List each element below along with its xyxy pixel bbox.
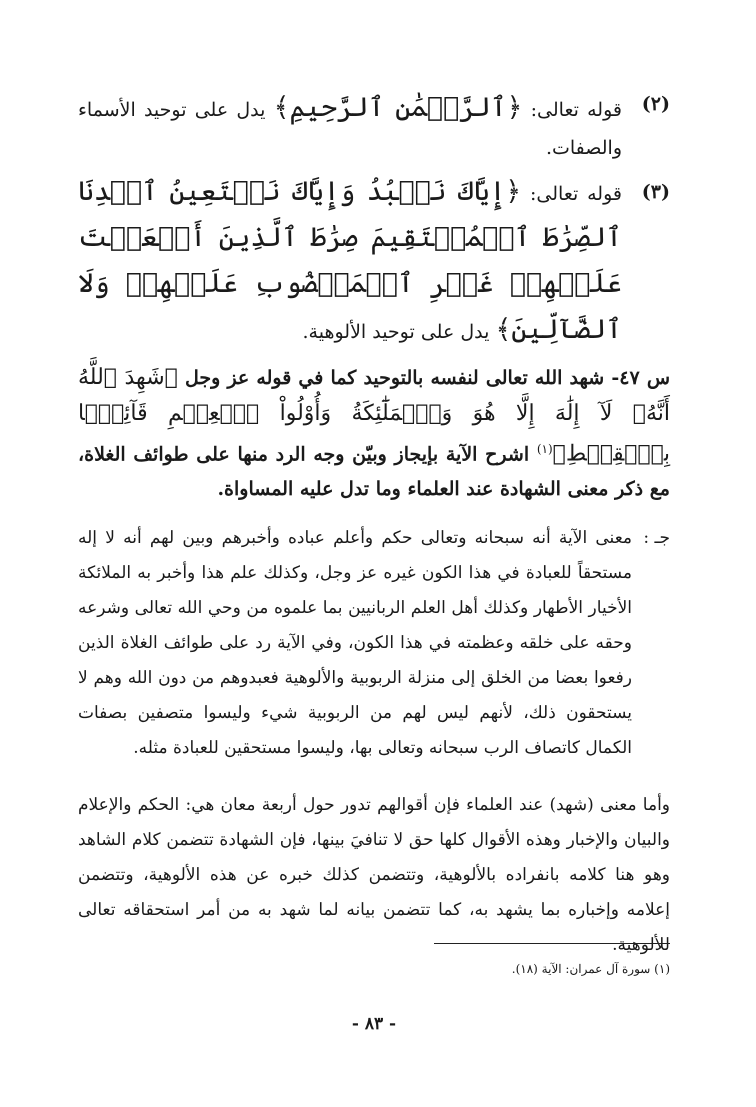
numbered-item-2 <box>78 86 670 166</box>
question-rest: اشرح الآية بإيجاز وبيّن وجه الرد منها على طوائف الغلاة، مع ذكر معنى الشهادة عند العلماء وما تدل عليه المساواة. <box>78 443 670 501</box>
item-rest: يدل على توحيد الأسماء والصفات. <box>78 99 622 159</box>
item-text <box>78 86 622 166</box>
item-text <box>78 170 622 354</box>
page-content <box>78 86 670 1107</box>
quran-verse: ﴿شَهِدَ ٱللَّهُ أَنَّهُۥ لَآ إِلَٰهَ إِلَّا هُوَ وَٱلۡمَلَٰٓئِكَةُ وَأُوْلُواْ ٱلۡعِلۡمِ قَآئِمَۢا بِٱلۡقِسۡطِ﴾ <box>78 365 670 467</box>
answer-block <box>78 521 670 766</box>
page-number: - ٨٣ - <box>351 1014 397 1034</box>
quran-verse: ﴿ٱلرَّحۡمَٰنِ ٱلرَّحِيمِ﴾ <box>273 92 523 123</box>
item-rest: يدل على توحيد الألوهية. <box>302 321 496 343</box>
footnote: (١) سورة آل عمران: الآية (١٨). <box>511 962 670 976</box>
quran-verse: ﴿إِيَّاكَ نَعۡبُدُ وَإِيَّاكَ نَسۡتَعِينُ ٱهۡدِنَا ٱلصِّرَٰطَ ٱلۡمُسۡتَقِيمَ صِرَٰطَ ٱلَّذِينَ أَنۡعَمۡتَ عَلَيۡهِمۡ غَيۡرِ ٱلۡمَغۡضُوبِ عَلَيۡهِمۡ وَلَا ٱلضَّآلِّينَ﴾ <box>78 176 622 345</box>
answer-label: جـ : <box>643 528 670 549</box>
footnote-divider <box>434 943 670 944</box>
question-lead: س ٤٧- شهد الله تعالى لنفسه بالتوحيد كما في قوله عز وجل <box>177 367 671 389</box>
numbered-item-3 <box>78 170 670 354</box>
answer-text: معنى الآية أنه سبحانه وتعالى حكم وأعلم عباده وأخبرهم وبين لهم أنه لا إله مستحقاً للعبادة في هذا الكون غيره عز وجل، وكذلك علم هذا وأخبر به الملائكة الأخيار الأطهار وكذلك أهل العلم الربانيين بما علموه من وحي الله تعالى وشرعه وحقه على خلقه وعظمته في هذا الكون، وفي الآية رد على طوائف الغلاة الذين رفعوا بعضا من الخلق إلى منزلة الربوبية والألوهية فعبدوهم من دون الله وهم لا يستحقون ذلك، لأنهم ليس لهم من الربوبية شيء وليسوا متصفين بصفات الكمال كاتصاف الرب سبحانه وتعالى بها، وليسوا مستحقين للعبادة مثله. <box>78 528 632 759</box>
question-47 <box>78 360 670 507</box>
item-intro: قوله تعالى: <box>521 183 622 205</box>
item-intro: قوله تعالى: <box>522 99 622 121</box>
footnote-ref: (١) <box>536 442 553 456</box>
shahada-meaning-paragraph: وأما معنى (شهد) عند العلماء فإن أقوالهم تدور حول أربعة معان هي: الحكم والإعلام والبيان والإخبار وهذه الأقوال كلها حق لا تنافيَ بينها، فإن الشهادة تتضمن كلام الشاهد وهو هنا كلامه بانفراده بالألوهية، وتتضمن كذلك خبره عن هذه الألوهية، وتتضمن إعلامه وإخباره بما يشهد به، كما تتضمن بيانه لما شهد به من أمر استحقاقه تعالى للألوهية. <box>78 795 670 956</box>
item-number: (٣) <box>641 181 670 203</box>
item-number: (٢) <box>641 93 670 115</box>
